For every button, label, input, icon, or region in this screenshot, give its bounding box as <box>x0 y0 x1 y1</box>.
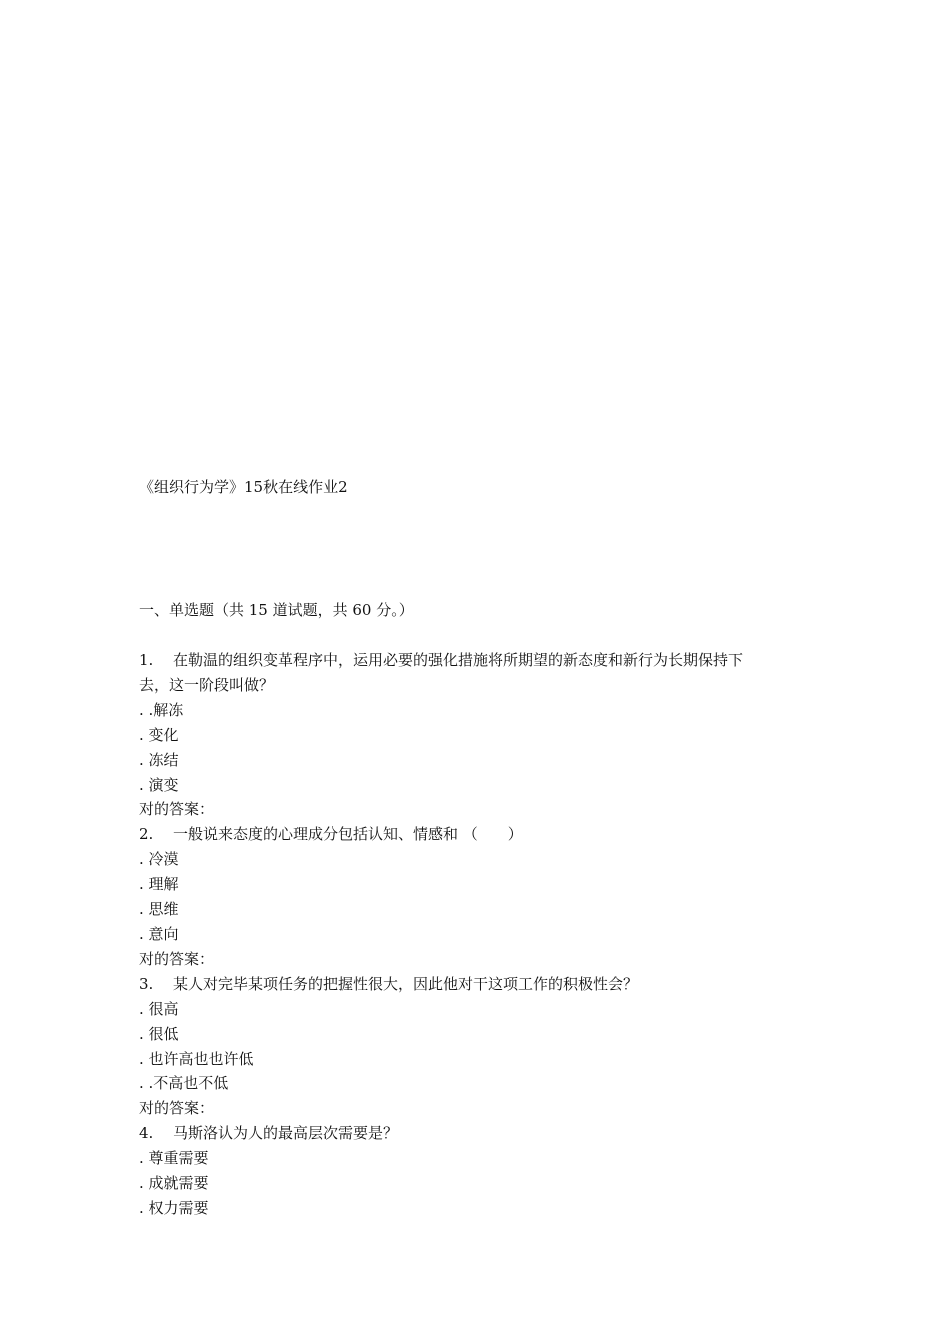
option-d: . .不高也不低 <box>139 1074 229 1093</box>
option-b: . 理解 <box>139 875 179 894</box>
option-a: . .解冻 <box>139 700 184 719</box>
document-title: 《组织行为学》15秋在线作业2 <box>139 478 348 496</box>
question-number: 3. <box>139 974 154 993</box>
question-stem <box>139 1121 829 1146</box>
question-4 <box>139 1121 829 1221</box>
answer-label: 对的答案： <box>139 800 215 819</box>
question-text: 一般说来态度的心理成分包括认知、情感和 （ ） <box>173 825 523 844</box>
answer-label: 对的答案： <box>139 1099 215 1118</box>
question-number: 4. <box>139 1124 154 1143</box>
option-d: . 意向 <box>139 924 179 943</box>
question-stem <box>139 822 829 847</box>
question-text: 某人对完毕某项任务的把握性很大，因此他对干这项工作的积极性会？ <box>173 974 639 993</box>
question-number: 2. <box>139 825 154 844</box>
answer-label: 对的答案： <box>139 949 215 968</box>
option-b: . 很低 <box>139 1024 179 1043</box>
option-a: . 很高 <box>139 999 179 1018</box>
option-c: . 权力需要 <box>139 1198 209 1217</box>
question-stem <box>139 972 829 997</box>
question-number: 1. <box>139 651 154 669</box>
option-a: . 尊重需要 <box>139 1149 209 1168</box>
question-text: 马斯洛认为人的最高层次需要是？ <box>173 1124 399 1143</box>
option-a: . 冷漠 <box>139 850 179 869</box>
option-b: . 成就需要 <box>139 1174 209 1193</box>
question-text-continued: 去，这一阶段叫做？ <box>139 675 275 694</box>
question-text: 在勒温的组织变革程序中，运用必要的强化措施将所期望的新态度和新行为长期保持下 <box>173 651 744 669</box>
question-list <box>139 648 829 1221</box>
option-c: . 冻结 <box>139 750 179 769</box>
question-stem <box>139 648 829 673</box>
question-3 <box>139 972 829 1121</box>
option-c: . 思维 <box>139 900 179 919</box>
option-d: . 演变 <box>139 775 179 794</box>
option-b: . 变化 <box>139 725 179 744</box>
question-1 <box>139 648 829 822</box>
question-2 <box>139 822 829 971</box>
option-c: . 也许高也也许低 <box>139 1049 254 1068</box>
section-heading: 一、单选题（共 15 道试题，共 60 分。） <box>139 601 414 619</box>
